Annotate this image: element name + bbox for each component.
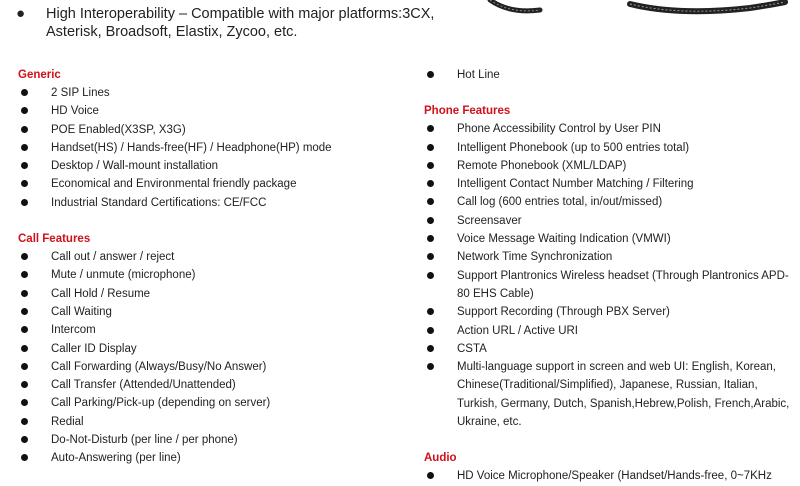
list-item: HD Voice (18, 102, 408, 120)
generic-list (18, 84, 408, 212)
list-item: Phone Accessibility Control by User PIN (424, 120, 800, 138)
list-item: Action URL / Active URI (424, 322, 800, 340)
list-item: HD Voice Microphone/Speaker (Handset/Hands-free, 0~7KHz (424, 467, 800, 485)
bullet-icon: ● (16, 5, 26, 22)
list-item: Voice Message Waiting Indication (VMWI) (424, 230, 800, 248)
list-item: Do-Not-Disturb (per line / per phone) (18, 431, 408, 449)
section-title-call-features: Call Features (18, 233, 91, 246)
list-item: Intelligent Phonebook (up to 500 entries total) (424, 139, 800, 157)
list-item: Screensaver (424, 212, 800, 230)
extra-list (424, 66, 800, 84)
audio-list (424, 467, 800, 485)
list-item: Multi-language support in screen and web UI: English, Korean, Chinese(Traditional/Simplified), Japanese, Russian, Italian, Turkish, Germany, Dutch, Spanish,Hebrew,Polish, French,Arabic, Ukraine, etc. (424, 358, 800, 431)
section-title-phone-features: Phone Features (424, 105, 511, 118)
list-item: Handset(HS) / Hands-free(HF) / Headphone(HP) mode (18, 139, 408, 157)
list-item: Support Recording (Through PBX Server) (424, 303, 800, 321)
list-item: Call Waiting (18, 303, 408, 321)
call-features-list (18, 248, 408, 468)
list-item: Call out / answer / reject (18, 248, 408, 266)
list-item: Hot Line (424, 66, 800, 84)
list-item: Mute / unmute (microphone) (18, 266, 408, 284)
list-item: Economical and Environmental friendly package (18, 175, 408, 193)
section-title-audio: Audio (424, 452, 457, 465)
list-item: Call Hold / Resume (18, 285, 408, 303)
list-item: Industrial Standard Certifications: CE/FCC (18, 194, 408, 212)
list-item: Redial (18, 413, 408, 431)
section-title-generic: Generic (18, 69, 61, 81)
list-item: POE Enabled(X3SP, X3G) (18, 121, 408, 139)
list-item: Caller ID Display (18, 340, 408, 358)
list-item: Desktop / Wall-mount installation (18, 157, 408, 175)
list-item: Call Transfer (Attended/Unattended) (18, 376, 408, 394)
product-image-cable (470, 0, 800, 18)
list-item: 2 SIP Lines (18, 84, 408, 102)
list-item: Call log (600 entries total, in/out/missed) (424, 193, 800, 211)
list-item: Network Time Synchronization (424, 248, 800, 266)
list-item: Support Plantronics Wireless headset (Through Plantronics APD-80 EHS Cable) (424, 267, 800, 304)
list-item: Call Parking/Pick-up (depending on server) (18, 394, 408, 412)
list-item: Remote Phonebook (XML/LDAP) (424, 157, 800, 175)
list-item: Intelligent Contact Number Matching / Filtering (424, 175, 800, 193)
list-item: Call Forwarding (Always/Busy/No Answer) (18, 358, 408, 376)
phone-features-list (424, 120, 800, 431)
interoperability-text: High Interoperability – Compatible with major platforms:3CX, Asterisk, Broadsoft, Elastix, Zycoo, etc. (46, 6, 435, 40)
left-column (18, 66, 408, 468)
list-item: Intercom (18, 321, 408, 339)
list-item: Auto-Answering (per line) (18, 449, 408, 467)
right-column (424, 66, 800, 486)
list-item: CSTA (424, 340, 800, 358)
